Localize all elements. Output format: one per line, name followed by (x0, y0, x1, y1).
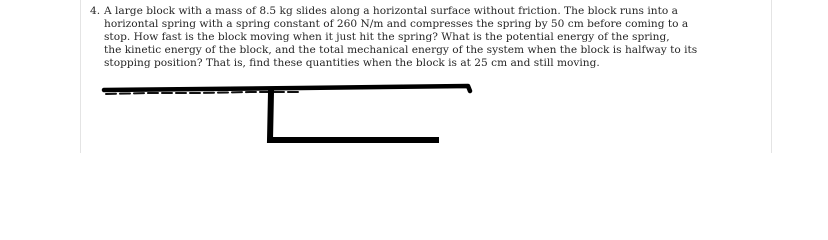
problem-number: 4. (90, 5, 101, 17)
redaction-stroke-box (270, 92, 436, 140)
problem-line-4: the kinetic energy of the block, and the total mechanical energy of the system when the block is halfway to its (104, 44, 698, 56)
problem-line-2: horizontal spring with a spring constant of 260 N/m and compresses the spring by 50 cm before coming to a (104, 18, 689, 30)
redaction-stroke-top (104, 86, 470, 91)
problem-text-line: A large block with a mass of 8.5 kg slides along a horizontal surface without friction. The block runs into a (104, 5, 678, 17)
problem-line-3: stop. How fast is the block moving when it just hit the spring? What is the potential energy of the spring, (104, 31, 670, 43)
problem-line-5: stopping position? That is, find these quantities when the block is at 25 cm and still moving. (104, 57, 600, 69)
